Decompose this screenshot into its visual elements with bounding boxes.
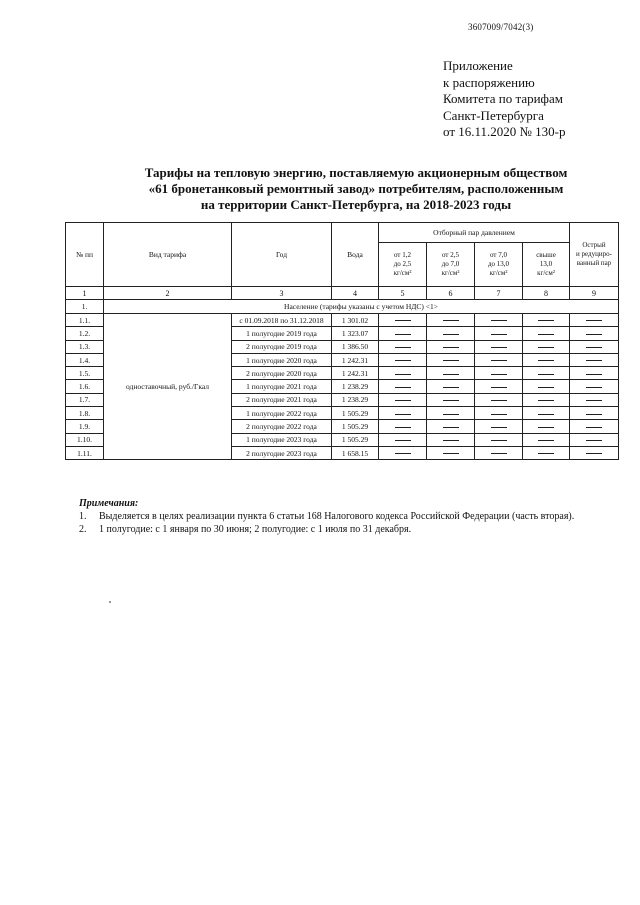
row-num: 1.5. [66, 367, 104, 380]
row-water-value: 1 238.29 [332, 393, 379, 406]
dash-mark [443, 427, 459, 428]
row-period: 2 полугодие 2020 года [232, 367, 332, 380]
col-number: 4 [332, 287, 379, 300]
empty-value-cell [427, 446, 475, 459]
row-period: 1 полугодие 2023 года [232, 433, 332, 446]
group-num: 1. [66, 300, 104, 314]
appendix-block [443, 58, 566, 141]
dash-mark [395, 347, 411, 348]
row-num: 1.2. [66, 327, 104, 340]
empty-value-cell [475, 340, 523, 353]
row-period: 2 полугодие 2022 года [232, 420, 332, 433]
dash-mark [443, 360, 459, 361]
row-period: 1 полугодие 2019 года [232, 327, 332, 340]
column-number-row [66, 287, 619, 300]
dash-mark [491, 374, 507, 375]
empty-value-cell [570, 420, 619, 433]
row-num: 1.11. [66, 446, 104, 459]
empty-value-cell [427, 340, 475, 353]
empty-value-cell [379, 380, 427, 393]
dash-mark [586, 400, 602, 401]
row-water-value: 1 242.31 [332, 353, 379, 366]
dash-mark [395, 427, 411, 428]
dash-mark [395, 400, 411, 401]
row-num: 1.6. [66, 380, 104, 393]
empty-value-cell [570, 407, 619, 420]
header-num: № пп [66, 223, 104, 287]
dash-mark [586, 387, 602, 388]
dash-mark [395, 440, 411, 441]
dash-mark [395, 453, 411, 454]
dash-mark [491, 360, 507, 361]
row-period: 2 полугодие 2019 года [232, 340, 332, 353]
empty-value-cell [475, 420, 523, 433]
dash-mark [395, 387, 411, 388]
header-steam-4: свыше 13,0 кг/см² [523, 243, 570, 287]
empty-value-cell [523, 393, 570, 406]
header-steam-3: от 7,0 до 13,0 кг/см² [475, 243, 523, 287]
empty-value-cell [427, 353, 475, 366]
dash-mark [586, 440, 602, 441]
empty-value-cell [379, 353, 427, 366]
row-water-value: 1 505.29 [332, 420, 379, 433]
title-line: Тарифы на тепловую энергию, поставляемую акционерным обществом [144, 165, 568, 180]
empty-value-cell [379, 367, 427, 380]
empty-value-cell [427, 393, 475, 406]
empty-value-cell [523, 446, 570, 459]
empty-value-cell [427, 314, 475, 327]
empty-value-cell [427, 380, 475, 393]
dash-mark [443, 374, 459, 375]
note-text: Выделяется в целях реализации пункта 6 статьи 168 Налогового кодекса Российской Федерации (часть вторая). [99, 511, 575, 522]
empty-value-cell [570, 367, 619, 380]
dash-mark [491, 414, 507, 415]
dash-mark [538, 414, 554, 415]
row-water-value: 1 658.15 [332, 446, 379, 459]
header-steam-group: Отборный пар давлением [379, 223, 570, 243]
empty-value-cell [379, 340, 427, 353]
empty-value-cell [523, 433, 570, 446]
col-number: 2 [104, 287, 232, 300]
document-title [80, 165, 632, 213]
dash-mark [538, 400, 554, 401]
row-period: 2 полугодие 2021 года [232, 393, 332, 406]
dash-mark [491, 347, 507, 348]
row-num: 1.1. [66, 314, 104, 327]
dash-mark [538, 347, 554, 348]
empty-value-cell [379, 407, 427, 420]
dash-mark [538, 360, 554, 361]
header-year: Год [232, 223, 332, 287]
dash-mark [443, 334, 459, 335]
empty-value-cell [475, 433, 523, 446]
appendix-line: Приложение [443, 58, 513, 73]
dash-mark [538, 427, 554, 428]
empty-value-cell [379, 446, 427, 459]
group-row [66, 300, 619, 314]
appendix-line: к распоряжению [443, 74, 535, 90]
dash-mark [395, 414, 411, 415]
row-num: 1.4. [66, 353, 104, 366]
col-number: 6 [427, 287, 475, 300]
dash-mark [395, 374, 411, 375]
dash-mark [491, 400, 507, 401]
scan-speck [109, 601, 111, 603]
dash-mark [395, 320, 411, 321]
empty-value-cell [523, 353, 570, 366]
appendix-line: Комитета по тарифам [443, 91, 563, 106]
empty-value-cell [379, 420, 427, 433]
dash-mark [586, 453, 602, 454]
row-period: 2 полугодие 2023 года [232, 446, 332, 459]
dash-mark [443, 400, 459, 401]
row-water-value: 1 386.50 [332, 340, 379, 353]
dash-mark [538, 440, 554, 441]
col-number: 5 [379, 287, 427, 300]
dash-mark [586, 347, 602, 348]
row-num: 1.9. [66, 420, 104, 433]
empty-value-cell [427, 433, 475, 446]
col-number: 3 [232, 287, 332, 300]
empty-value-cell [523, 420, 570, 433]
empty-value-cell [570, 340, 619, 353]
empty-value-cell [570, 380, 619, 393]
row-num: 1.8. [66, 407, 104, 420]
empty-value-cell [475, 367, 523, 380]
dash-mark [491, 387, 507, 388]
empty-value-cell [523, 340, 570, 353]
note-item [79, 523, 574, 536]
row-period: 1 полугодие 2021 года [232, 380, 332, 393]
row-water-value: 1 238.29 [332, 380, 379, 393]
dash-mark [491, 440, 507, 441]
dash-mark [586, 360, 602, 361]
note-index: 1. [79, 511, 87, 522]
empty-value-cell [570, 446, 619, 459]
row-water-value: 1 505.29 [332, 407, 379, 420]
appendix-line: Санкт-Петербурга [443, 107, 544, 123]
empty-value-cell [475, 353, 523, 366]
dash-mark [395, 360, 411, 361]
row-period: 1 полугодие 2022 года [232, 407, 332, 420]
empty-value-cell [475, 327, 523, 340]
header-tariff-type: Вид тарифа [104, 223, 232, 287]
col-number: 1 [66, 287, 104, 300]
empty-value-cell [523, 380, 570, 393]
note-item [79, 510, 574, 523]
row-num: 1.10. [66, 433, 104, 446]
empty-value-cell [475, 380, 523, 393]
dash-mark [443, 440, 459, 441]
dash-mark [538, 374, 554, 375]
dash-mark [538, 387, 554, 388]
title-line: на территории Санкт-Петербурга, на 2018-2023 годы [200, 197, 512, 212]
dash-mark [443, 414, 459, 415]
dash-mark [491, 334, 507, 335]
empty-value-cell [570, 433, 619, 446]
dash-mark [586, 374, 602, 375]
header-hot-steam: Острый и редуциро- ванный пар [570, 223, 619, 287]
dash-mark [538, 334, 554, 335]
dash-mark [443, 453, 459, 454]
empty-value-cell [427, 420, 475, 433]
dash-mark [443, 347, 459, 348]
row-water-value: 1 301.02 [332, 314, 379, 327]
empty-value-cell [523, 314, 570, 327]
note-index: 2. [79, 524, 87, 535]
dash-mark [586, 334, 602, 335]
empty-value-cell [475, 407, 523, 420]
empty-value-cell [475, 314, 523, 327]
dash-mark [395, 334, 411, 335]
dash-mark [538, 320, 554, 321]
table-row [66, 314, 619, 327]
dash-mark [443, 387, 459, 388]
header-steam-2: от 2,5 до 7,0 кг/см² [427, 243, 475, 287]
empty-value-cell [570, 327, 619, 340]
empty-value-cell [570, 314, 619, 327]
header-water: Вода [332, 223, 379, 287]
row-water-value: 1 242.31 [332, 367, 379, 380]
empty-value-cell [427, 367, 475, 380]
document-number: 3607009/7042(3) [468, 22, 534, 32]
empty-value-cell [523, 407, 570, 420]
title-line: «61 бронетанковый ремонтный завод» потребителям, расположенным [148, 181, 564, 196]
col-number: 9 [570, 287, 619, 300]
row-water-value: 1 505.29 [332, 433, 379, 446]
empty-value-cell [570, 393, 619, 406]
row-water-value: 1 323.07 [332, 327, 379, 340]
empty-value-cell [379, 327, 427, 340]
empty-value-cell [475, 393, 523, 406]
empty-value-cell [379, 393, 427, 406]
dash-mark [443, 320, 459, 321]
dash-mark [538, 453, 554, 454]
dash-mark [491, 453, 507, 454]
dash-mark [586, 414, 602, 415]
notes-title: Примечания: [79, 498, 139, 509]
empty-value-cell [523, 367, 570, 380]
empty-value-cell [379, 314, 427, 327]
dash-mark [491, 320, 507, 321]
note-text: 1 полугодие: с 1 января по 30 июня; 2 полугодие: с 1 июля по 31 декабря. [99, 524, 412, 535]
empty-value-cell [475, 446, 523, 459]
tariff-type-cell: одноставочный, руб./Гкал [104, 314, 232, 460]
empty-value-cell [427, 407, 475, 420]
notes-block [79, 497, 574, 536]
empty-value-cell [570, 353, 619, 366]
empty-value-cell [379, 433, 427, 446]
header-steam-1: от 1,2 до 2,5 кг/см² [379, 243, 427, 287]
row-period: 1 полугодие 2020 года [232, 353, 332, 366]
dash-mark [491, 427, 507, 428]
col-number: 7 [475, 287, 523, 300]
tariff-table [65, 222, 619, 460]
col-number: 8 [523, 287, 570, 300]
empty-value-cell [427, 327, 475, 340]
dash-mark [586, 427, 602, 428]
empty-value-cell [523, 327, 570, 340]
row-num: 1.3. [66, 340, 104, 353]
row-period: с 01.09.2018 по 31.12.2018 [232, 314, 332, 327]
group-label: Население (тарифы указаны с учетом НДС) <1> [104, 300, 619, 314]
row-num: 1.7. [66, 393, 104, 406]
dash-mark [586, 320, 602, 321]
appendix-line: от 16.11.2020 № 130-р [443, 124, 566, 139]
